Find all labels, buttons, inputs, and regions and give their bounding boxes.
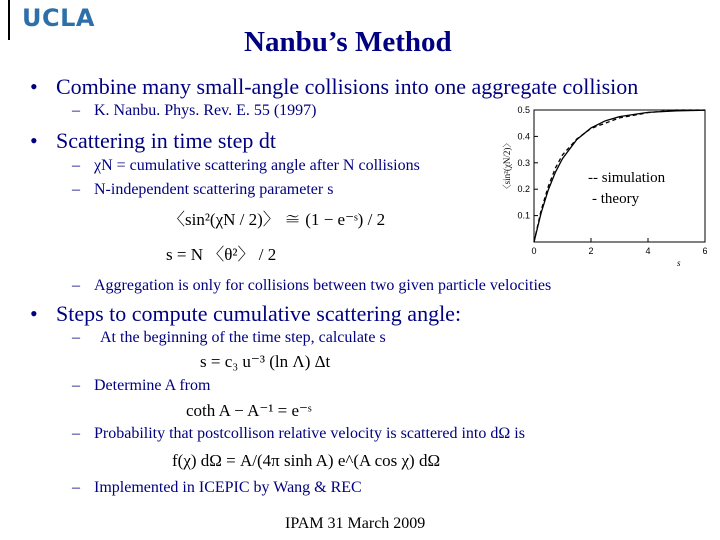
equation-distribution: f(χ) dΩ = A/(4π sinh A) e^(A cos χ) dΩ: [172, 451, 441, 470]
equation-coth: coth A − A⁻¹ = e⁻ˢ: [186, 401, 312, 420]
y-axis-label: 〈sin²(χN/2)〉: [502, 138, 512, 194]
y-tick-label: 0.2: [517, 184, 530, 195]
step1-text: At the beginning of the time step, calculate s: [100, 329, 386, 346]
bullet-text: Scattering in time step dt: [56, 128, 276, 153]
dash-icon: –: [72, 102, 80, 119]
equation-sin2: 〈sin²(χN / 2)〉 ≅ (1 − e⁻ˢ) / 2: [168, 210, 386, 229]
dash-icon: –: [72, 425, 80, 442]
bullet-icon: •: [30, 128, 38, 153]
dash-icon: –: [72, 157, 80, 174]
y-tick-label: 0.3: [517, 157, 530, 168]
logo-divider: [8, 0, 10, 40]
footer-text: IPAM 31 March 2009: [285, 515, 426, 532]
x-axis-label: s: [677, 258, 681, 268]
equation-s-definition: s = N 〈θ²〉 / 2: [166, 245, 277, 264]
x-tick-label: 6: [702, 246, 708, 256]
bullet-scattering: [30, 128, 276, 154]
sub-step4: [72, 479, 362, 497]
dash-icon: –: [72, 479, 80, 496]
dash-icon: –: [72, 377, 80, 394]
legend-simulation: -- simulation: [588, 170, 666, 186]
sub-chi: [72, 157, 420, 175]
dash-icon: –: [72, 277, 80, 294]
bullet-steps: [30, 301, 461, 327]
bullet-text: Combine many small-angle collisions into one aggregate collision: [56, 74, 639, 99]
bullet-combine: [30, 74, 638, 100]
sub-step1: [72, 329, 386, 347]
y-tick-label: 0.5: [517, 105, 530, 115]
sub-reference: [72, 102, 317, 120]
sub-step3: [72, 425, 525, 443]
s-param-text: N-independent scattering parameter s: [94, 181, 334, 198]
bullet-icon: •: [30, 301, 38, 326]
x-tick-label: 0: [531, 246, 537, 256]
aggregation-text: Aggregation is only for collisions between two given particle velocities: [94, 277, 552, 294]
sub-s-param: [72, 181, 333, 199]
legend-theory: - theory: [592, 191, 640, 207]
y-tick-label: 0.1: [517, 210, 530, 221]
sub-step2: [72, 377, 210, 395]
reference-text: K. Nanbu. Phys. Rev. E. 55 (1997): [94, 102, 317, 119]
bullet-text: Steps to compute cumulative scattering angle:: [56, 301, 462, 326]
y-tick-label: 0.4: [517, 131, 530, 142]
chi-text: χN = cumulative scattering angle after N collisions: [94, 157, 420, 174]
x-tick-label: 4: [645, 246, 651, 256]
ucla-logo: UCLA: [22, 4, 95, 32]
step3-text: Probability that postcollison relative velocity is scattered into dΩ is: [94, 425, 525, 442]
equation-s-rate: s = c₃ u⁻³ (ln Λ) Δt: [200, 352, 331, 371]
step4-text: Implemented in ICEPIC by Wang & REC: [94, 479, 362, 496]
bullet-icon: •: [30, 74, 38, 99]
sub-aggregation: [72, 277, 551, 295]
dash-icon: –: [72, 329, 80, 346]
step2-text: Determine A from: [94, 377, 211, 394]
slide-title: Nanbu’s Method: [244, 26, 452, 58]
x-tick-label: 2: [588, 246, 594, 256]
dash-icon: –: [72, 181, 80, 198]
